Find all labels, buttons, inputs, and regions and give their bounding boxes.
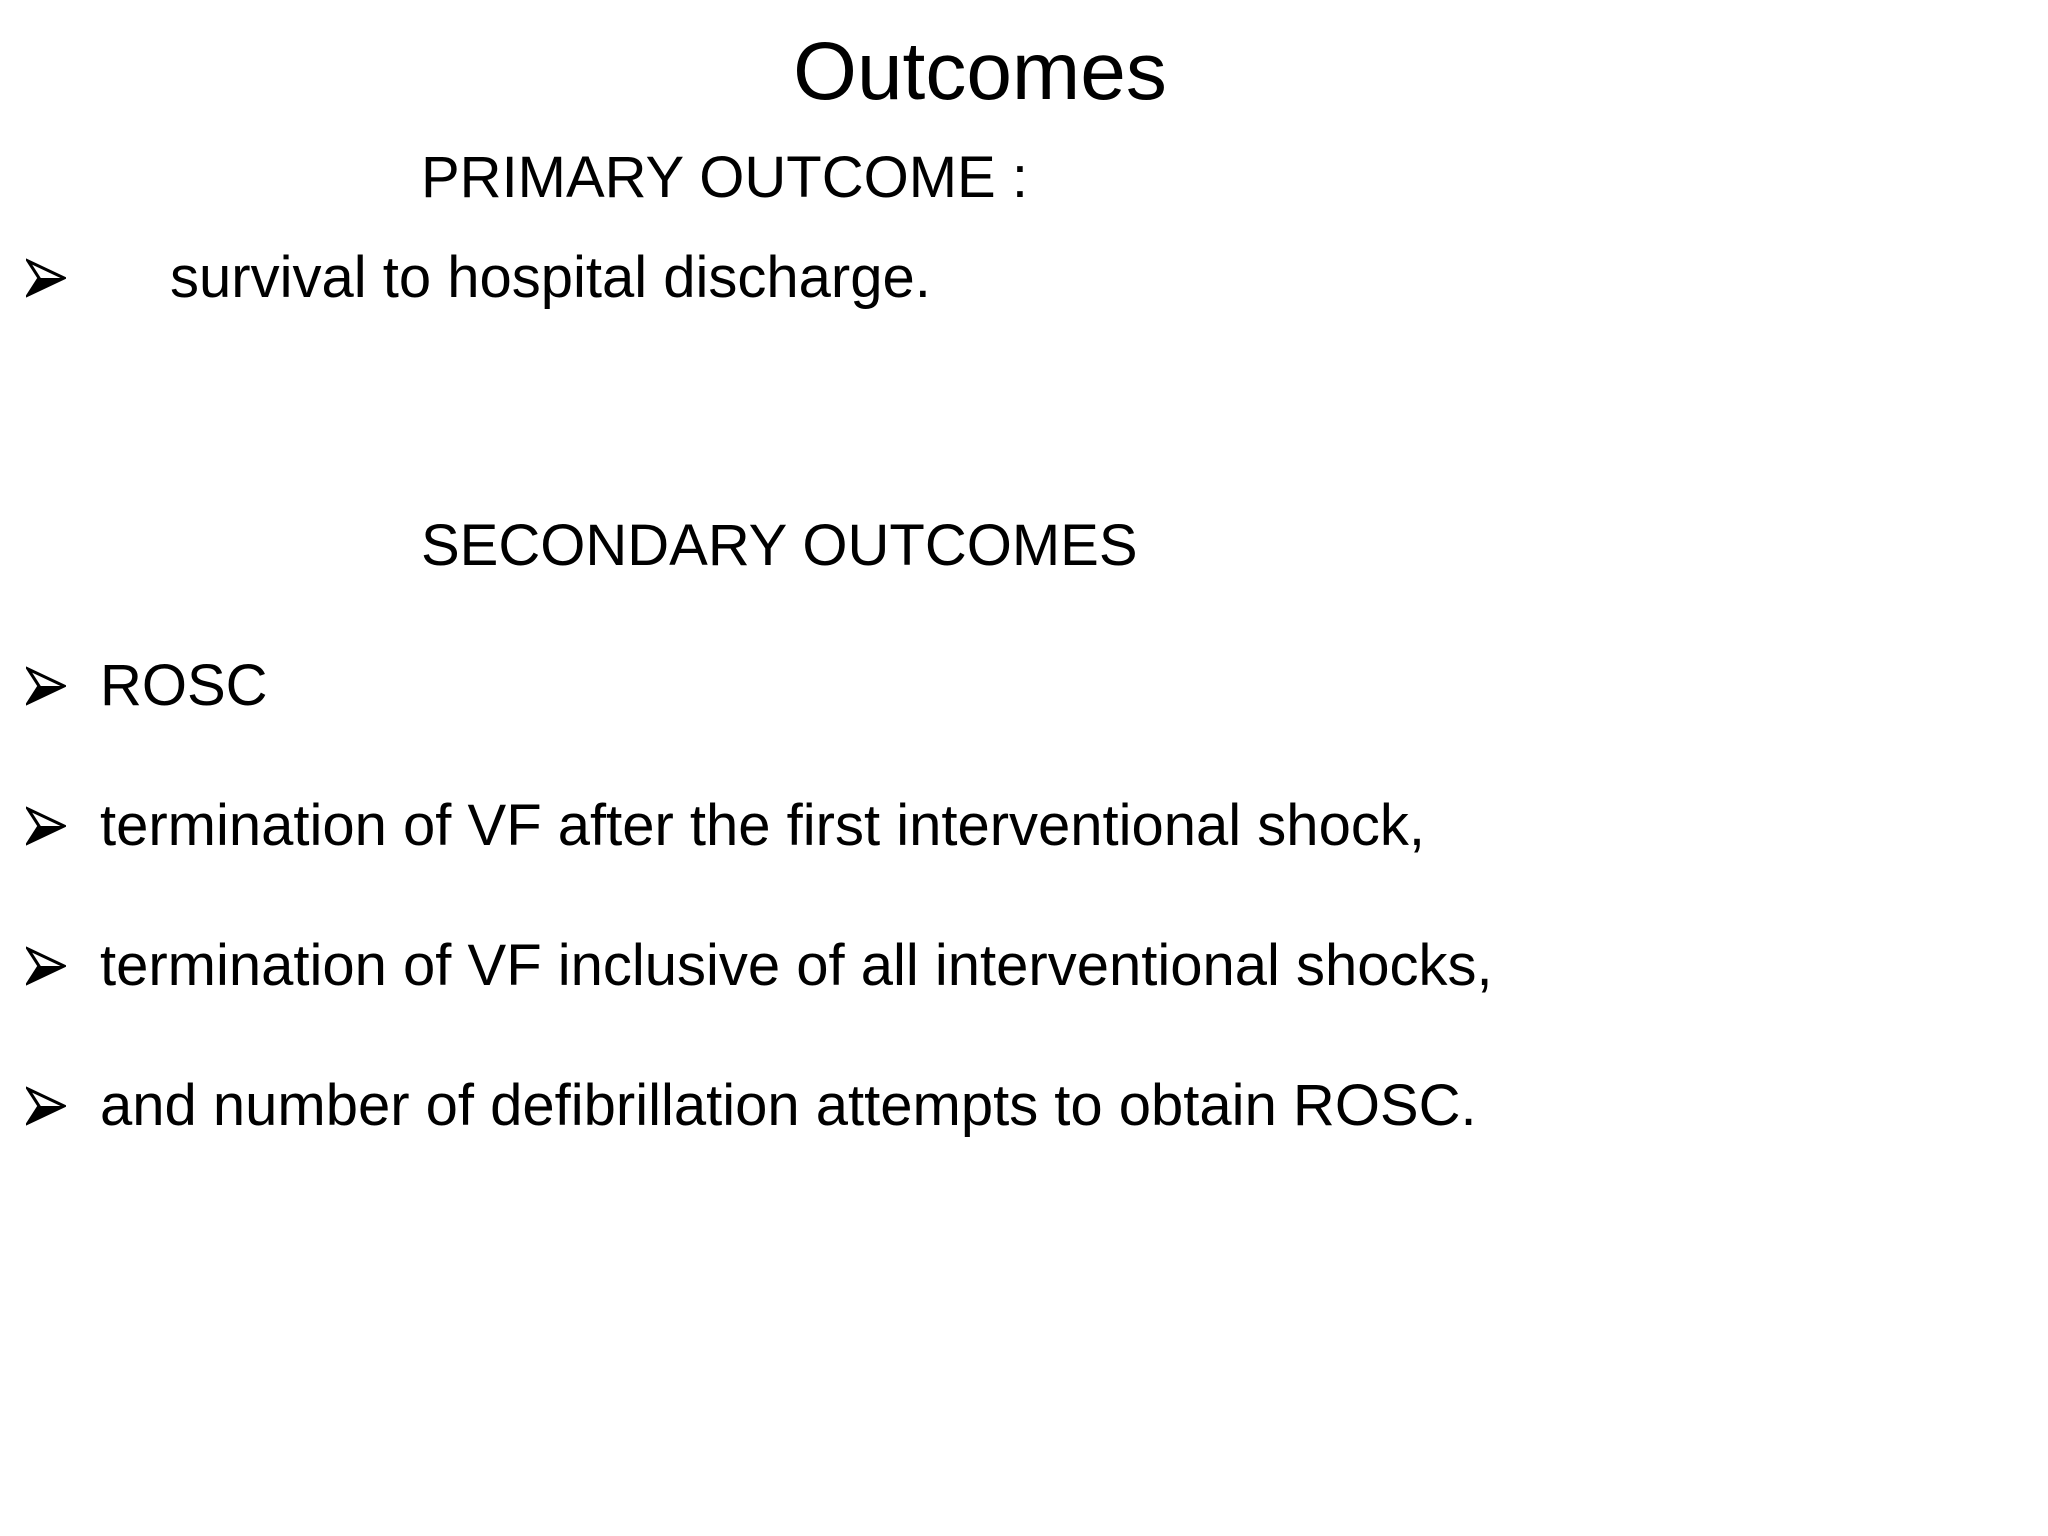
secondary-outcome-text: termination of VF inclusive of all interventional shocks, (100, 933, 1493, 998)
arrowhead-bullet-icon (26, 1086, 66, 1126)
secondary-outcome-item (26, 791, 1425, 861)
primary-outcome-item (26, 243, 931, 313)
secondary-outcome-item (26, 931, 1493, 1001)
arrowhead-bullet-icon (26, 946, 66, 986)
arrowhead-bullet-icon (26, 258, 66, 298)
arrowhead-bullet-icon (26, 806, 66, 846)
secondary-outcome-text: termination of VF after the first interventional shock, (100, 793, 1425, 858)
secondary-outcome-item (26, 651, 268, 721)
secondary-outcome-item (26, 1071, 1477, 1141)
primary-outcome-text: survival to hospital discharge. (170, 245, 931, 310)
primary-outcome-heading: PRIMARY OUTCOME : (421, 145, 1028, 210)
arrowhead-bullet-icon (26, 666, 66, 706)
slide-title: Outcomes (793, 26, 1167, 117)
secondary-outcomes-heading: SECONDARY OUTCOMES (421, 513, 1138, 578)
secondary-outcome-text: and number of defibrillation attempts to obtain ROSC. (100, 1073, 1477, 1138)
secondary-outcome-text: ROSC (100, 653, 268, 718)
